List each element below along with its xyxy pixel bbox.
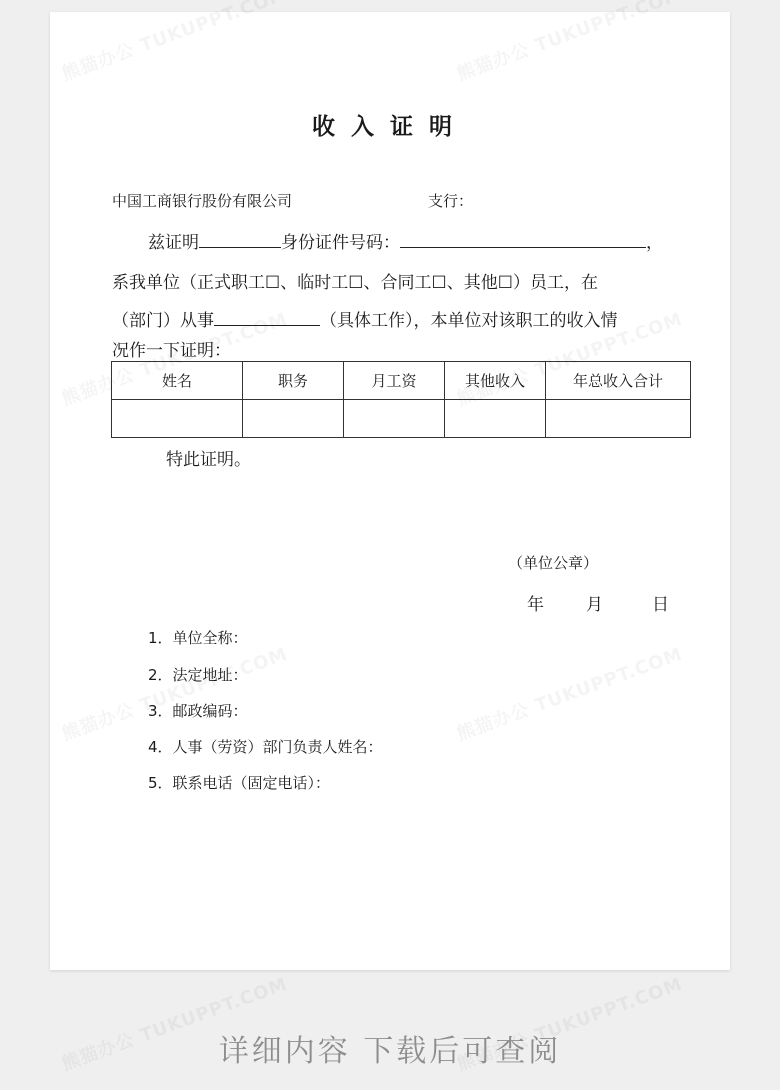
document-title: 收入证明	[312, 113, 468, 140]
closing-text: 特此证明。	[166, 450, 251, 470]
department-prefix: （部门）从事	[112, 311, 214, 331]
certify-prefix: 兹证明	[148, 233, 199, 253]
table-cell	[546, 400, 691, 438]
id-number-blank	[400, 233, 646, 248]
table-header-cell: 其他收入	[445, 362, 546, 400]
paragraph-line-4: 况作一下证明：	[112, 341, 231, 361]
date-month: 月	[586, 595, 603, 615]
id-label: 身份证件号码：	[281, 233, 400, 253]
table-row	[112, 400, 691, 438]
income-table	[111, 361, 691, 438]
branch-label: 支行：	[428, 192, 474, 210]
paragraph-line-2: 系我单位（正式职工☐、临时工☐、合同工☐、其他☐）员工，在	[112, 273, 598, 293]
company-seal-label: （单位公章）	[508, 554, 599, 572]
name-blank	[199, 233, 281, 248]
date-day: 日	[652, 595, 669, 615]
table-header-cell: 月工资	[344, 362, 445, 400]
work-suffix: （具体工作），本单位对该职工的收入情	[320, 311, 618, 331]
info-item-phone: 5．联系电话（固定电话）：	[148, 774, 331, 792]
table-cell	[112, 400, 243, 438]
info-item-hr-contact: 4．人事（劳资）部门负责人姓名：	[148, 738, 383, 756]
table-cell	[344, 400, 445, 438]
line-1-comma: ，	[646, 233, 663, 253]
table-header-cell: 姓名	[112, 362, 243, 400]
paragraph-line-3	[112, 306, 618, 331]
info-item-legal-address: 2．法定地址：	[148, 666, 248, 684]
table-header-cell: 年总收入合计	[546, 362, 691, 400]
table-cell	[243, 400, 344, 438]
table-header-row	[112, 362, 691, 400]
document-page	[50, 12, 730, 970]
info-item-postal-code: 3．邮政编码：	[148, 702, 248, 720]
paragraph-line-1	[148, 228, 663, 253]
table-header-cell: 职务	[243, 362, 344, 400]
bank-name: 中国工商银行股份有限公司	[112, 192, 293, 210]
info-item-company-name: 1．单位全称：	[148, 629, 248, 647]
date-year: 年	[527, 595, 544, 615]
download-hint-footer: 详细内容 下载后可查阅	[218, 1034, 562, 1069]
